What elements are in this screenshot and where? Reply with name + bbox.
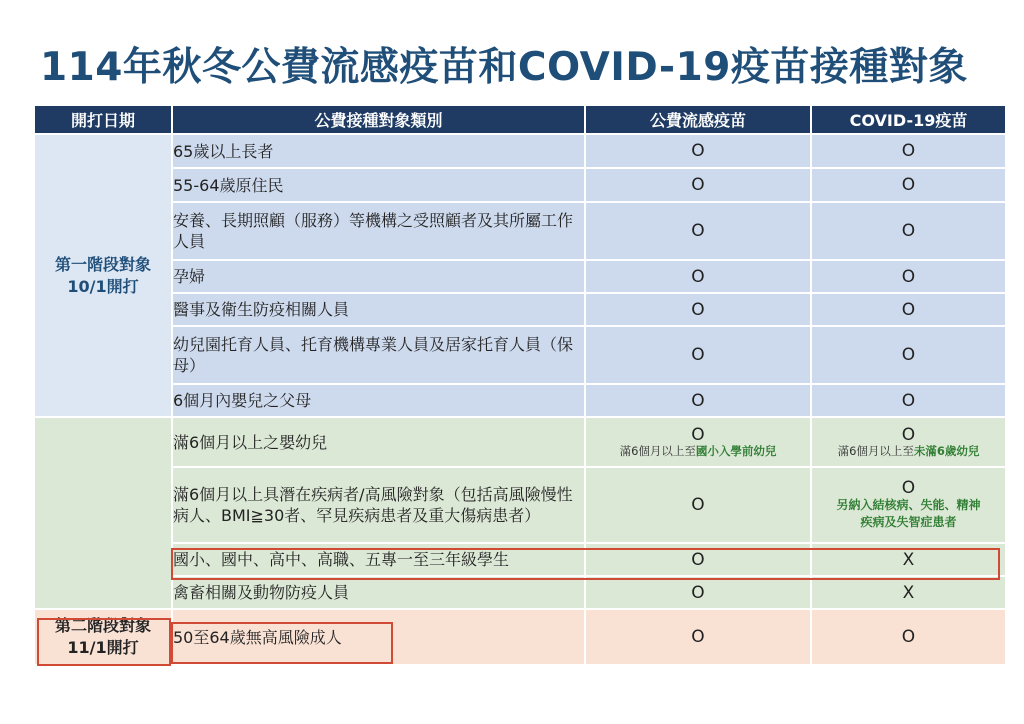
table-row — [35, 327, 1005, 383]
covid-note-line1: 另納入結核病、失能、精神 — [836, 498, 981, 512]
header-category: 公費接種對象類別 — [173, 106, 584, 133]
flu-mark: O — [586, 385, 810, 416]
category-cell: 55-64歲原住民 — [173, 169, 584, 201]
covid-mark: X — [812, 544, 1005, 575]
page-title: 114年秋冬公費流感疫苗和COVID-19疫苗接種對象 — [40, 45, 968, 90]
phase2-cell — [35, 610, 171, 664]
table-row — [35, 610, 1005, 664]
category-cell: 醫事及衛生防疫相關人員 — [173, 294, 584, 325]
covid-note: 滿6個月以上至未滿6歲幼兒 — [837, 443, 980, 458]
covid-mark: O — [812, 261, 1005, 292]
covid-mark: X — [812, 577, 1005, 608]
flu-mark: O — [586, 294, 810, 325]
covid-mark: O 滿6個月以上至未滿6歲幼兒 — [812, 418, 1005, 466]
category-cell: 滿6個月以上之嬰幼兒 — [173, 418, 584, 466]
table-row — [35, 468, 1005, 542]
flu-mark: O — [586, 261, 810, 292]
header-flu-vaccine: 公費流感疫苗 — [586, 106, 810, 133]
vaccine-eligibility-table — [33, 104, 1007, 666]
covid-mark: O — [812, 610, 1005, 664]
category-cell: 滿6個月以上具潛在疾病者/高風險對象（包括高風險慢性病人、BMI≧30者、罕見疾病患者及重大傷病患者） — [173, 468, 584, 542]
covid-mark: O — [812, 294, 1005, 325]
table-row — [35, 418, 1005, 466]
flu-mark: O 滿6個月以上至國小入學前幼兒 — [586, 418, 810, 466]
phase1-date: 10/1開打 — [67, 276, 139, 296]
flu-note: 滿6個月以上至國小入學前幼兒 — [619, 443, 777, 458]
category-cell: 禽畜相關及動物防疫人員 — [173, 577, 584, 608]
category-cell: 6個月內嬰兒之父母 — [173, 385, 584, 416]
covid-mark: O — [812, 327, 1005, 383]
flu-mark: O — [586, 135, 810, 167]
covid-mark: O — [812, 203, 1005, 259]
header-date: 開打日期 — [35, 106, 171, 133]
phase2-label: 第二階段對象 — [54, 616, 151, 635]
table-row — [35, 294, 1005, 325]
covid-mark: O — [812, 169, 1005, 201]
flu-mark: O — [586, 203, 810, 259]
flu-mark: O — [586, 577, 810, 608]
flu-mark: O — [586, 327, 810, 383]
flu-mark: O — [586, 169, 810, 201]
phase1-continued-cell — [35, 418, 171, 608]
phase2-date: 11/1開打 — [67, 638, 139, 657]
table-row — [35, 169, 1005, 201]
covid-note-line2: 疾病及失智症患者 — [860, 515, 957, 529]
flu-mark: O — [586, 544, 810, 575]
category-cell: 孕婦 — [173, 261, 584, 292]
flu-mark: O — [586, 610, 810, 664]
phase1-cell — [35, 135, 171, 416]
category-cell: 幼兒園托育人員、托育機構專業人員及居家托育人員（保母） — [173, 327, 584, 383]
table-row — [35, 261, 1005, 292]
covid-mark: O — [812, 385, 1005, 416]
phase1-label: 第一階段對象 — [54, 254, 151, 274]
category-cell: 安養、長期照顧（服務）等機構之受照顧者及其所屬工作人員 — [173, 203, 584, 259]
category-cell: 50至64歲無高風險成人 — [173, 610, 584, 664]
table-row — [35, 203, 1005, 259]
table-header-row — [35, 106, 1005, 133]
flu-mark: O — [586, 468, 810, 542]
covid-mark: O 另納入結核病、失能、精神 疾病及失智症患者 — [812, 468, 1005, 542]
table-row — [35, 135, 1005, 167]
category-cell: 國小、國中、高中、高職、五專一至三年級學生 — [173, 544, 584, 575]
header-covid-vaccine: COVID-19疫苗 — [812, 106, 1005, 133]
table-row — [35, 385, 1005, 416]
table-row — [35, 544, 1005, 575]
table-row — [35, 577, 1005, 608]
category-cell: 65歲以上長者 — [173, 135, 584, 167]
covid-mark: O — [812, 135, 1005, 167]
